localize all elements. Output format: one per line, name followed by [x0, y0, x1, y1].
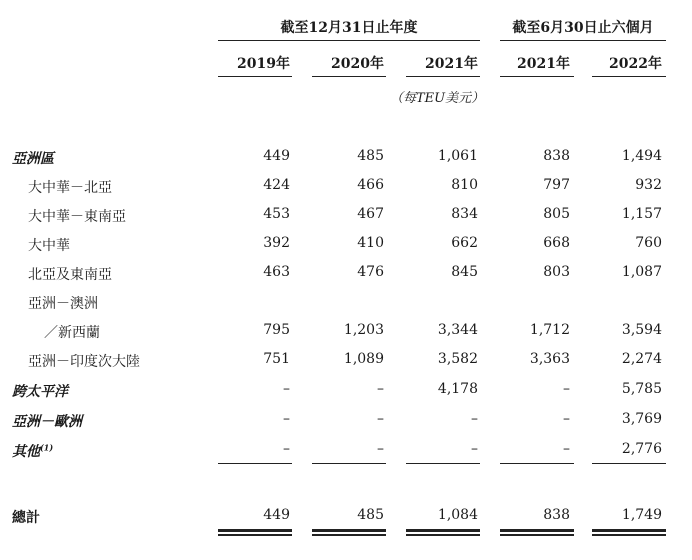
footnote-marker: (1): [40, 442, 54, 453]
total-label: 總計: [12, 510, 40, 526]
total-double-rule: [218, 534, 292, 536]
group-header-underline-fy: [218, 40, 480, 41]
table-cell: 1,494: [621, 148, 662, 164]
year-underline: [592, 76, 666, 77]
group-header-six-months: 截至6月30日止六個月: [512, 20, 654, 36]
table-cell: 467: [357, 206, 384, 222]
row-label: 亞洲－澳洲: [28, 296, 98, 312]
total-cell: 838: [543, 507, 570, 523]
year-underline: [312, 76, 386, 77]
table-cell: –: [563, 441, 570, 457]
table-cell: 424: [263, 177, 290, 193]
table-cell: 449: [263, 148, 290, 164]
row-label-text: 其他: [12, 444, 40, 460]
table-cell: 668: [543, 235, 570, 251]
table-cell: 1,157: [621, 206, 662, 222]
table-cell: 805: [543, 206, 570, 222]
table-cell: 392: [263, 235, 290, 251]
year-header-2021-fy: 2021年: [425, 56, 478, 72]
year-header-2020: 2020年: [331, 56, 384, 72]
table-cell: 3,769: [621, 411, 662, 427]
table-cell: –: [283, 411, 290, 427]
table-cell: 838: [543, 148, 570, 164]
group-header-financial-year: 截至12月31日止年度: [280, 20, 418, 36]
subtotal-rule: [406, 463, 480, 464]
table-cell: 4,178: [437, 381, 478, 397]
table-cell: 453: [263, 206, 290, 222]
table-cell: –: [471, 441, 478, 457]
table-cell: 932: [635, 177, 662, 193]
group-header-underline-six-months: [500, 40, 666, 41]
table-cell: 845: [451, 264, 478, 280]
row-label: 亞洲－印度次大陸: [28, 354, 140, 370]
row-label: [12, 441, 53, 461]
table-cell: 1,089: [343, 351, 384, 367]
table-cell: 3,363: [529, 351, 570, 367]
subtotal-rule: [500, 463, 574, 464]
table-cell: –: [471, 411, 478, 427]
table-cell: 1,087: [621, 264, 662, 280]
table-cell: –: [283, 381, 290, 397]
year-underline: [500, 76, 574, 77]
total-double-rule: [592, 534, 666, 536]
table-cell: 797: [543, 177, 570, 193]
table-cell: –: [377, 381, 384, 397]
table-cell: 760: [635, 235, 662, 251]
total-double-rule: [592, 529, 666, 532]
table-cell: 803: [543, 264, 570, 280]
year-underline: [406, 76, 480, 77]
table-cell: 1,203: [343, 322, 384, 338]
row-label: ／新西蘭: [44, 325, 100, 341]
unit-note: （每TEU美元）: [390, 91, 485, 106]
table-cell: –: [563, 381, 570, 397]
table-cell: 1,061: [437, 148, 478, 164]
table-cell: 2,776: [621, 441, 662, 457]
subtotal-rule: [218, 463, 292, 464]
table-cell: 5,785: [621, 381, 662, 397]
total-cell: 1,084: [437, 507, 478, 523]
table-cell: 834: [451, 206, 478, 222]
total-double-rule: [312, 534, 386, 536]
row-label: 大中華－東南亞: [28, 209, 126, 225]
subtotal-rule: [592, 463, 666, 464]
table-cell: 3,344: [437, 322, 478, 338]
table-cell: 795: [263, 322, 290, 338]
total-cell: 449: [263, 507, 290, 523]
year-header-2021-h1: 2021年: [517, 56, 570, 72]
total-double-rule: [406, 529, 480, 532]
total-double-rule: [500, 529, 574, 532]
row-label: 亞洲－歐洲: [12, 414, 82, 430]
table-cell: 751: [263, 351, 290, 367]
total-double-rule: [312, 529, 386, 532]
row-label: 跨太平洋: [12, 384, 68, 400]
table-cell: 466: [357, 177, 384, 193]
table-cell: 3,594: [621, 322, 662, 338]
table-cell: 463: [263, 264, 290, 280]
row-label: 大中華－北亞: [28, 180, 112, 196]
table-cell: –: [377, 441, 384, 457]
total-double-rule: [406, 534, 480, 536]
total-cell: 485: [357, 507, 384, 523]
row-label: 亞洲區: [12, 151, 54, 167]
table-cell: 3,582: [437, 351, 478, 367]
year-underline: [218, 76, 292, 77]
row-label: 北亞及東南亞: [28, 267, 112, 283]
table-cell: 810: [451, 177, 478, 193]
total-double-rule: [218, 529, 292, 532]
table-cell: –: [377, 411, 384, 427]
table-cell: 485: [357, 148, 384, 164]
subtotal-rule: [312, 463, 386, 464]
table-cell: 410: [357, 235, 384, 251]
year-header-2022-h1: 2022年: [609, 56, 662, 72]
total-cell: 1,749: [621, 507, 662, 523]
year-header-2019: 2019年: [237, 56, 290, 72]
table-cell: 662: [451, 235, 478, 251]
total-double-rule: [500, 534, 574, 536]
table-cell: 1,712: [529, 322, 570, 338]
table-cell: –: [563, 411, 570, 427]
table-cell: 2,274: [621, 351, 662, 367]
table-cell: –: [283, 441, 290, 457]
row-label: 大中華: [28, 238, 70, 254]
table-cell: 476: [357, 264, 384, 280]
